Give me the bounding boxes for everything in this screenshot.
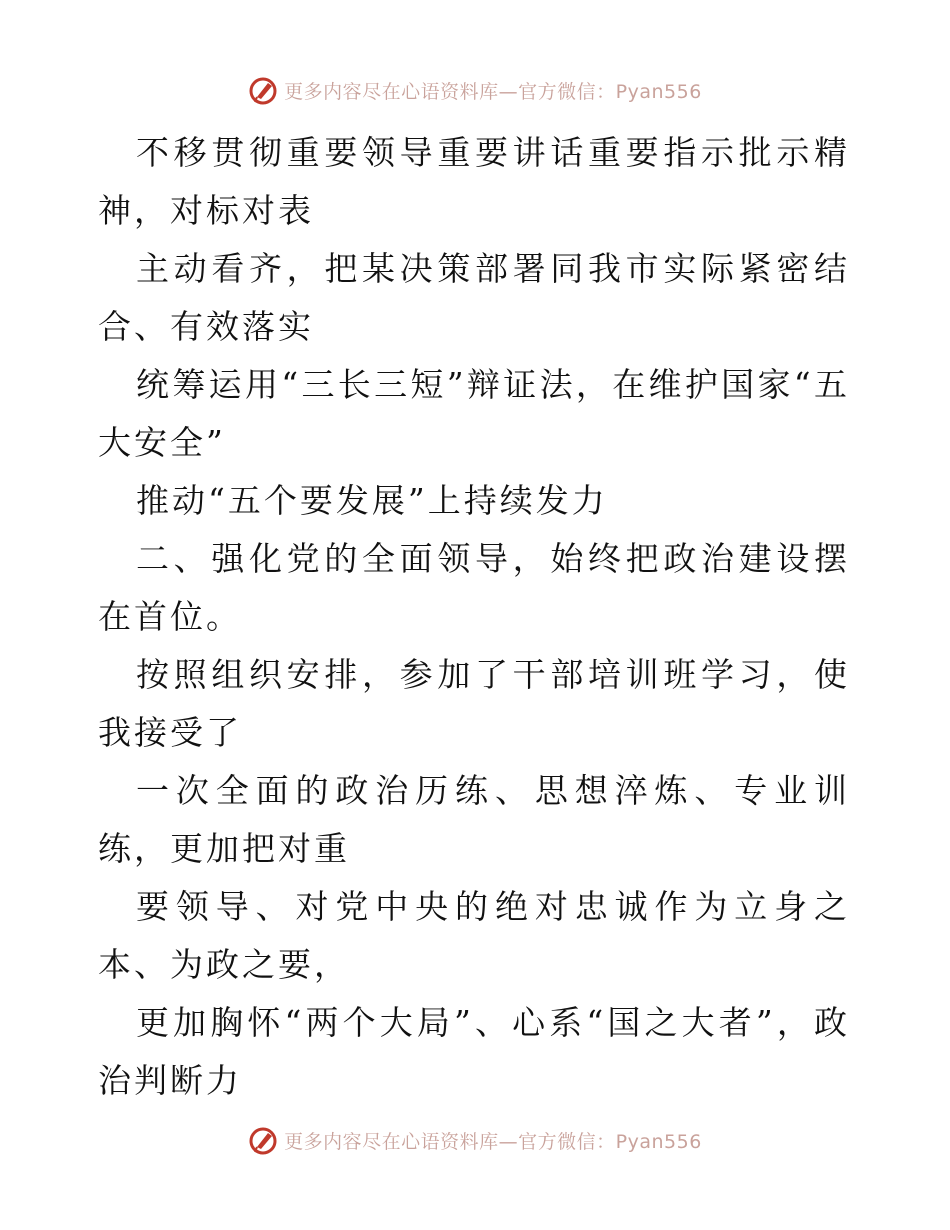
paragraph: 不移贯彻重要领导重要讲话重要指示批示精神，对标对表 (98, 133, 850, 230)
paragraph: 主动看齐，把某决策部署同我市实际紧密结合、有效落实 (98, 249, 850, 346)
paragraph: 统筹运用“三长三短”辩证法，在维护国家“五大安全” (98, 365, 850, 462)
paragraph: 按照组织安排，参加了干部培训班学习，使我接受了 (98, 655, 850, 752)
document-body (98, 124, 850, 1110)
header-banner (0, 70, 950, 110)
paragraph: 二、强化党的全面领导，始终把政治建设摆在首位。 (98, 539, 850, 636)
footer-brand-text: 更多内容尽在心语资料库—官方微信：Pyan556 (284, 1130, 702, 1153)
paragraph: 一次全面的政治历练、思想淬炼、专业训练，更加把对重 (98, 771, 850, 868)
paragraph: 更加胸怀“两个大局”、心系“国之大者”，政治判断力 (98, 1003, 850, 1100)
header-brand-text: 更多内容尽在心语资料库—官方微信：Pyan556 (284, 80, 702, 103)
paragraph: 要领导、对党中央的绝对忠诚作为立身之本、为政之要， (98, 887, 850, 984)
paragraph: 推动“五个要发展”上持续发力 (136, 481, 608, 520)
quill-pen-icon (248, 75, 278, 105)
footer-banner (0, 1120, 950, 1160)
quill-pen-icon (248, 1125, 278, 1155)
